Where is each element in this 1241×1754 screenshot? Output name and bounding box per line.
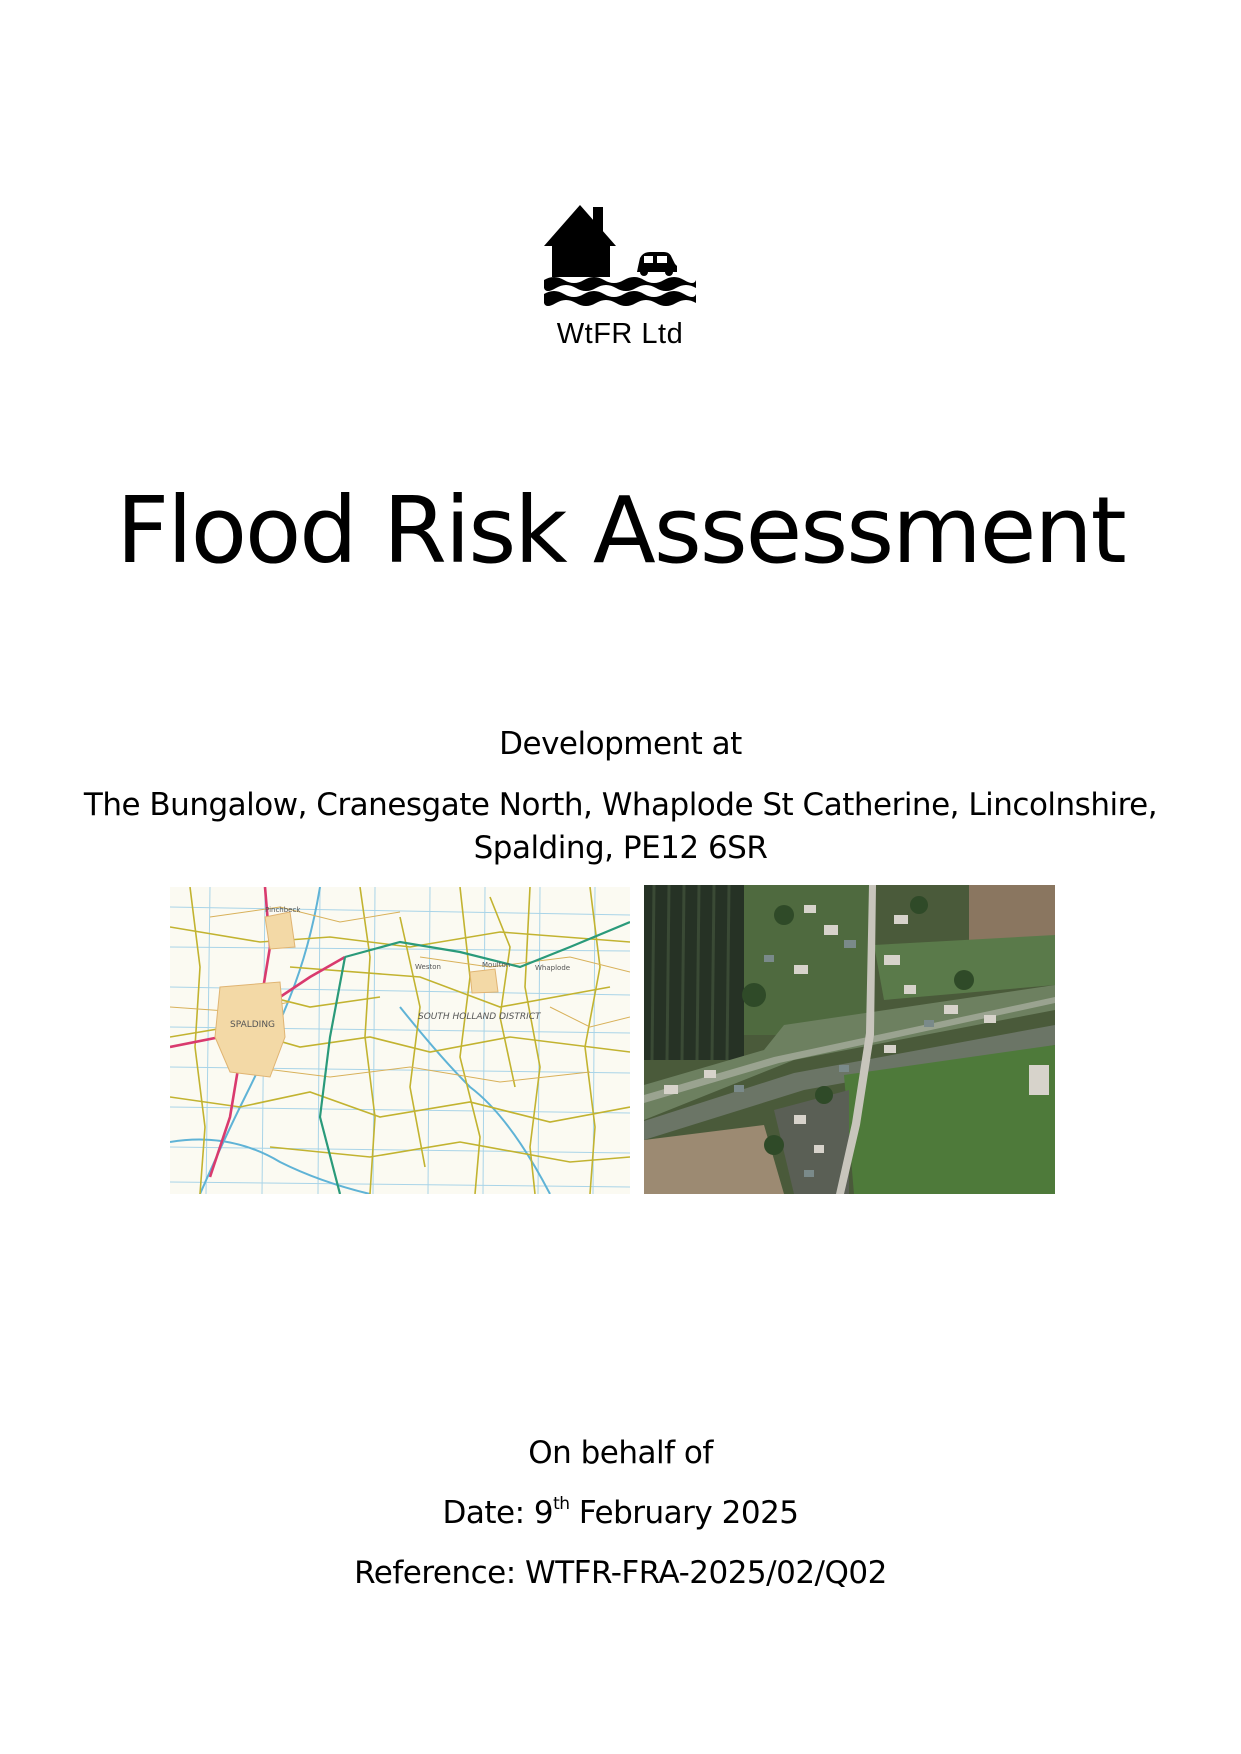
map-label-weston: Weston <box>415 963 441 971</box>
house-flood-icon <box>540 200 700 310</box>
map-label-district: SOUTH HOLLAND DISTRICT <box>418 1012 541 1022</box>
development-intro: Development at <box>499 726 742 762</box>
address-line-1: The Bungalow, Cranesgate North, Whaplode St Catherine, Lincolnshire, <box>83 787 1158 823</box>
date-rest: February 2025 <box>569 1495 799 1531</box>
on-behalf-of: On behalf of <box>528 1435 713 1471</box>
map-label-whaplode: Whaplode <box>535 964 571 972</box>
address-line-2: Spalding, PE12 6SR <box>473 830 768 866</box>
aerial-photo <box>644 885 1055 1194</box>
company-name: WtFR Ltd <box>556 318 684 350</box>
document-date <box>0 1495 1241 1531</box>
location-map <box>170 887 630 1194</box>
map-label-moulton: Moulton <box>482 961 511 969</box>
document-reference: Reference: WTFR-FRA-2025/02/Q02 <box>354 1555 887 1591</box>
map-label-spalding: SPALDING <box>230 1020 276 1030</box>
date-ordinal: th <box>553 1494 570 1514</box>
site-address <box>40 784 1201 870</box>
company-logo <box>540 200 700 350</box>
map-label-pinchbeck: Pinchbeck <box>265 906 301 914</box>
date-prefix: Date: 9 <box>442 1495 554 1531</box>
document-title: Flood Risk Assessment <box>116 477 1125 584</box>
